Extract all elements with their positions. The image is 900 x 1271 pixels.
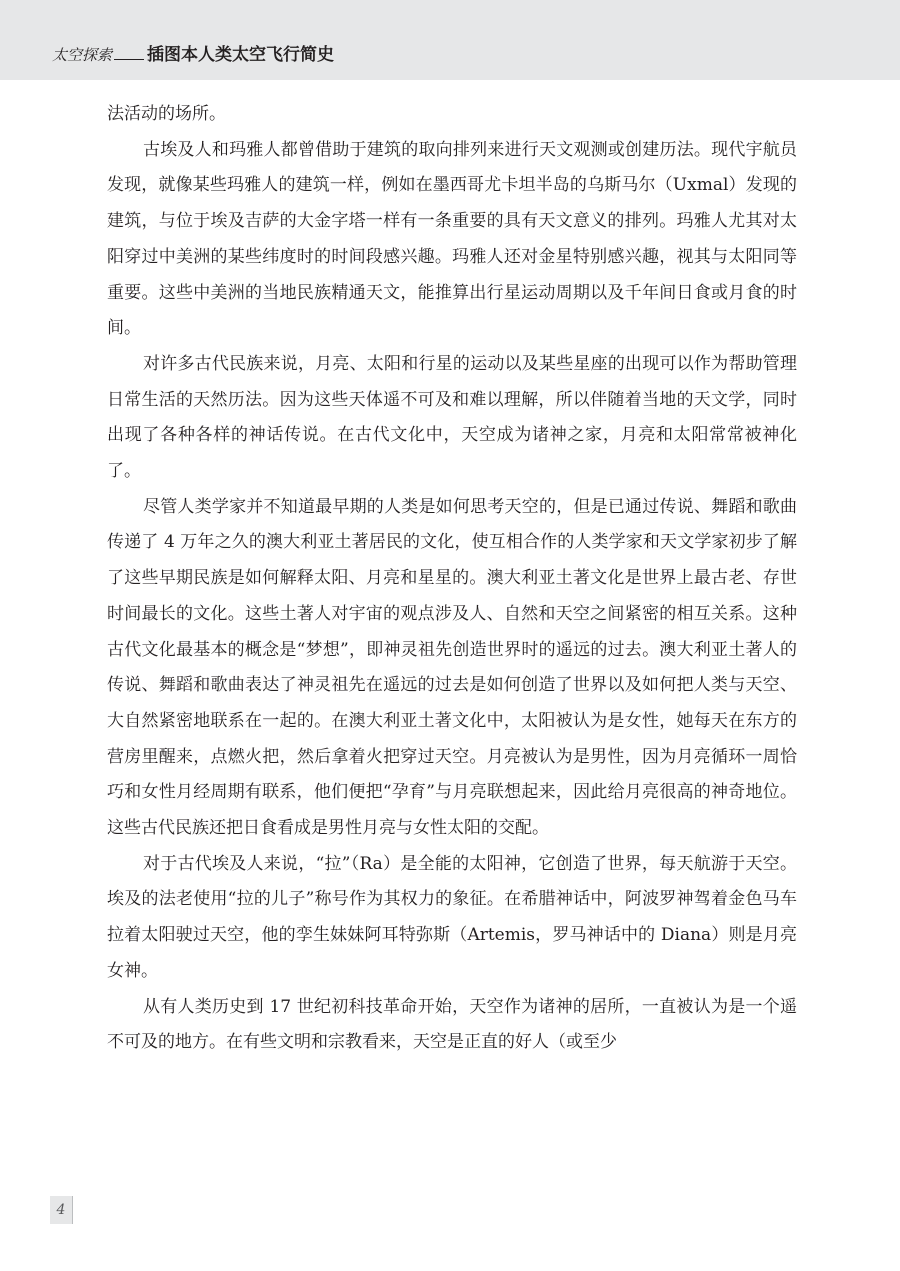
page-number-tab [50,1196,73,1224]
page-number: 4 [56,1202,66,1218]
series-name: 太空探索 [52,46,113,64]
page-body [107,97,797,1061]
paragraph-aboriginal-culture: 尽管人类学家并不知道最早期的人类是如何思考天空的，但是已通过传说、舞蹈和歌曲传递了 4 万年之久的澳大利亚土著居民的文化，使互相合作的人类学家和天文学家初步了解了这些早期民族是如何解释太阳、月亮和星星的。澳大利亚土著文化是世界上最古老、存世时间最长的文化。这些土著人对宇宙的观点涉及人、自然和天空之间紧密的相互关系。这种古代文化最基本的概念是“梦想”，即神灵祖先创造世界时的遥远的过去。澳大利亚土著人的传说、舞蹈和歌曲表达了神灵祖先在遥远的过去是如何创造了世界以及如何把人类与天空、大自然紧密地联系在一起的。在澳大利亚土著文化中，太阳被认为是女性，她每天在东方的营房里醒来，点燃火把，然后拿着火把穿过天空。月亮被认为是男性，因为月亮循环一周恰巧和女性月经周期有联系，他们便把“孕育”与月亮联想起来，因此给月亮很高的神奇地位。这些古代民族还把日食看成是男性月亮与女性太阳的交配。 [107,496,797,839]
header-line [52,40,334,65]
paragraph-continuation: 法活动的场所。 [107,104,226,124]
book-title: 插图本人类太空飞行简史 [147,45,335,65]
running-header [0,0,900,80]
paragraph-ancient-calendars: 对许多古代民族来说，月亮、太阳和行星的运动以及某些星座的出现可以作为帮助管理日常生活的天然历法。因为这些天体遥不可及和难以理解，所以伴随着当地的天文学，同时出现了各种各样的神话传说。在古代文化中，天空成为诸神之家，月亮和太阳常常被神化了。 [107,353,797,482]
paragraph-ra-apollo: 对于古代埃及人来说，“拉”（Ra）是全能的太阳神，它创造了世界，每天航游于天空。埃及的法老使用“拉的儿子”称号作为其权力的象征。在希腊神话中，阿波罗神驾着金色马车拉着太阳驶过天空，他的孪生妹妹阿耳特弥斯（Artemis，罗马神话中的 Diana）则是月亮女神。 [107,853,797,981]
header-dash [114,59,144,60]
paragraph-egypt-maya: 古埃及人和玛雅人都曾借助于建筑的取向排列来进行天文观测或创建历法。现代宇航员发现，就像某些玛雅人的建筑一样，例如在墨西哥尤卡坦半岛的乌斯马尔（Uxmal）发现的建筑，与位于埃及吉萨的大金字塔一样有一条重要的具有天文意义的排列。玛雅人尤其对太阳穿过中美洲的某些纬度时的时间段感兴趣。玛雅人还对金星特别感兴趣，视其与太阳同等重要。这些中美洲的当地民族精通天文，能推算出行星运动周期以及千年间日食或月食的时间。 [107,139,797,339]
paragraph-sky-abode: 从有人类历史到 17 世纪初科技革命开始，天空作为诸神的居所，一直被认为是一个遥不可及的地方。在有些文明和宗教看来，天空是正直的好人（或至少 [107,996,797,1053]
